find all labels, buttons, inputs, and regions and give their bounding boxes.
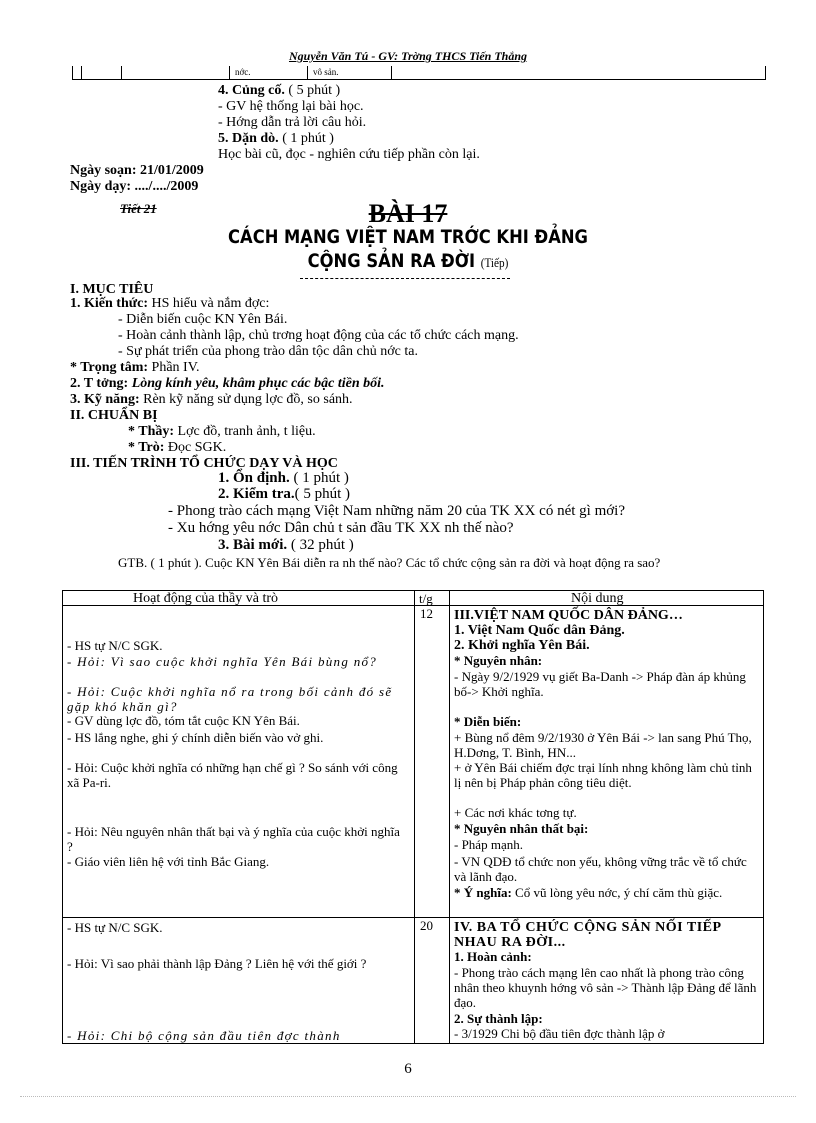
row1-left-1: - HS tự N/C SGK. — [67, 638, 163, 653]
ky-nang-line — [70, 393, 353, 408]
kien-thuc-item-1: - Diễn biến cuộc KN Yên Bái. — [118, 312, 288, 327]
bai-moi-label: 3. Bài mới. — [218, 537, 288, 553]
tu-tuong-line — [70, 377, 385, 392]
bai-moi-time: ( 32 phút ) — [287, 537, 354, 553]
tu-tuong-label: 2. T tởng: — [70, 376, 129, 391]
trong-tam-line — [70, 361, 200, 376]
row1-left-3: - Hỏi: Cuộc khởi nghĩa nổ ra trong bối cảnh đó sẽ gặp khó khăn gì? — [67, 684, 393, 714]
hoan-canh-text: - Phong trào cách mạng lên cao nhất là phong trào công nhân theo khuynh hớng vô sản -> Thành lập Đảng để lãnh đạo. — [454, 965, 757, 1010]
tiep-label: (Tiếp) — [480, 255, 509, 270]
dien-bien-label: * Diễn biến: — [454, 714, 522, 729]
kien-thuc-text: HS hiểu và nắm đợc: — [148, 296, 270, 311]
page-header: Nguyễn Văn Tú - GV: Trờng THCS Tiến Thắng — [288, 49, 528, 63]
muc-tieu-heading: I. MỤC TIÊU — [70, 282, 154, 297]
tiet-label: Tiết 21 — [120, 201, 157, 216]
su-thanh-lap-label: 2. Sự thành lập: — [454, 1011, 543, 1026]
on-dinh-time: ( 1 phút ) — [289, 470, 349, 486]
thay-line — [128, 425, 316, 440]
chuan-bi-heading: II. CHUẨN BỊ — [70, 408, 158, 423]
header-tg: t/g — [419, 591, 433, 606]
row1-right-sub1: 1. Việt Nam Quốc dân Đảng. — [454, 623, 625, 638]
tro-line — [128, 441, 226, 456]
row2-right-heading: IV. BA TỔ CHỨC CỘNG SẢN NỐI TIẾP NHAU RA ĐỜI... — [454, 920, 721, 950]
question-2: - Xu hớng yêu nớc Dân chủ t sản đầu TK XX nh thế nào? — [168, 520, 514, 536]
dien-bien-2: + ở Yên Bái chiếm đợc trại lính nhng không làm chủ tỉnh lị nên bị Pháp phản công tiêu diệt. — [454, 760, 752, 790]
trong-tam-label: * Trọng tâm: — [70, 360, 149, 375]
row2-left-3: - Hỏi: Chi bộ cộng sản đầu tiên đợc thành — [67, 1028, 341, 1043]
row1-left-6: - Hỏi: Cuộc khởi nghĩa có những hạn chế gì ? So sánh với công xã Pa-ri. — [67, 760, 398, 790]
previous-table-strip — [72, 66, 766, 80]
dien-bien-3: + Các nơi khác tơng tự. — [454, 805, 577, 820]
header-noi-dung: Nội dung — [571, 591, 624, 606]
cung-co-item-2: - Hớng dẫn trả lời câu hỏi. — [218, 115, 367, 130]
dan-do-title: 5. Dặn dò. — [218, 131, 279, 146]
kien-thuc-label: 1. Kiến thức: — [70, 296, 149, 311]
that-bai-label: * Nguyên nhân thất bại: — [454, 821, 589, 836]
tu-tuong-text: Lòng kính yêu, khâm phục các bậc tiền bối. — [128, 376, 385, 391]
trong-tam-text: Phần IV. — [148, 360, 200, 375]
row2-left-2: - Hỏi: Vì sao phải thành lập Đảng ? Liên hệ với thế giới ? — [67, 956, 367, 971]
row1-left-8: - Giáo viên liên hệ với tỉnh Bắc Giang. — [67, 854, 270, 869]
row1-right-heading: III.VIỆT NAM QUỐC DÂN ĐẢNG… — [454, 608, 683, 623]
on-dinh-line — [218, 471, 349, 487]
row1-tg: 12 — [420, 606, 433, 621]
question-1: - Phong trào cách mạng Việt Nam những năm 20 của TK XX có nét gì mới? — [168, 503, 626, 519]
cung-co-time: ( 5 phút ) — [284, 83, 341, 98]
y-nghia-line — [454, 885, 762, 900]
ngay-day: Ngày dạy: ..../..../2009 — [70, 179, 199, 194]
header-hoat-dong: Hoạt động của thầy và trò — [133, 591, 279, 606]
hoan-canh-label: 1. Hoàn cảnh: — [454, 949, 532, 964]
bai-text: BÀI 17 — [368, 199, 448, 228]
kiem-tra-label: 2. Kiểm tra. — [218, 486, 295, 502]
tro-label: * Trò: — [128, 440, 165, 455]
that-bai-1: - Pháp mạnh. — [454, 837, 523, 852]
ky-nang-label: 3. Kỹ năng: — [70, 392, 140, 407]
row2-left-1: - HS tự N/C SGK. — [67, 920, 163, 935]
on-dinh-label: 1. Ổn định. — [218, 470, 290, 486]
row1-left-7: - Hỏi: Nêu nguyên nhân thất bại và ý nghĩa của cuộc khởi nghĩa ? — [67, 824, 400, 854]
nguyen-nhan-label: * Nguyên nhân: — [454, 653, 543, 668]
row1-left-4: - GV dùng lợc đồ, tóm tắt cuộc KN Yên Bái. — [67, 713, 300, 728]
row1-left-5: - HS lắng nghe, ghi ý chính diễn biến vào vở ghi. — [67, 730, 324, 745]
cung-co-title: 4. Củng cố. — [218, 83, 285, 98]
row1-right-sub2: 2. Khởi nghĩa Yên Bái. — [454, 638, 590, 653]
lesson-table — [62, 590, 764, 1044]
page-number: 6 — [404, 1061, 412, 1077]
nguyen-nhan-text: - Ngày 9/2/1929 vụ giết Ba-Danh -> Pháp đàn áp khủng bố-> Khởi nghĩa. — [454, 669, 746, 699]
kien-thuc-item-3: - Sự phát triển của phong trào dân tộc dân chủ nớc ta. — [118, 344, 418, 359]
tro-text: Đọc SGK. — [164, 440, 227, 455]
su-thanh-lap-text: - 3/1929 Chi bộ đầu tiên đợc thành lập ở — [454, 1026, 665, 1041]
lesson-title-line-2 — [57, 252, 759, 272]
cung-co-item-1: - GV hệ thống lại bài học. — [218, 99, 364, 114]
dan-do-text: Học bài cũ, đọc - nghiên cứu tiếp phần còn lại. — [218, 147, 480, 162]
tien-trinh-heading: III. TIẾN TRÌNH TỔ CHỨC DẠY VÀ HỌC — [70, 456, 338, 471]
gtb-paragraph: GTB. ( 1 phút ). Cuộc KN Yên Bái diễn ra nh thế nào? Các tổ chức cộng sản ra đời và hoạt động ra sao? — [118, 555, 661, 570]
kien-thuc-line — [70, 297, 269, 312]
lesson-title-line-2-text: CỘNG SẢN RA ĐỜI — [307, 250, 476, 272]
bai-moi-line — [218, 538, 354, 554]
kiem-tra-line — [218, 487, 350, 503]
that-bai-2: - VN QDĐ tổ chức non yếu, không vững trắc về tổ chức và lãnh đạo. — [454, 854, 747, 884]
kien-thuc-item-2: - Hoàn cảnh thành lập, chủ trơng hoạt động của các tổ chức cách mạng. — [118, 328, 519, 343]
row2-tg: 20 — [420, 918, 433, 933]
bai-number — [0, 200, 816, 227]
dan-do-line — [218, 132, 334, 147]
strip-cell-2: vô sản. — [313, 67, 339, 77]
ngay-soan: Ngày soạn: 21/01/2009 — [70, 163, 204, 178]
dan-do-time: ( 1 phút ) — [278, 131, 334, 146]
bottom-rule — [20, 1096, 796, 1097]
title-rule — [300, 278, 510, 279]
cung-co-line — [218, 84, 340, 99]
ky-nang-text: Rèn kỹ năng sử dụng lợc đồ, so sánh. — [139, 392, 353, 407]
thay-label: * Thầy: — [128, 424, 175, 439]
y-nghia-text: Cổ vũ lòng yêu nớc, ý chí căm thù giặc. — [511, 885, 723, 900]
row1-left-2: - Hỏi: Vì sao cuộc khởi nghĩa Yên Bái bùng nổ? — [67, 654, 378, 669]
y-nghia-label: * Ý nghĩa: — [454, 885, 512, 900]
kiem-tra-time: ( 5 phút ) — [294, 486, 351, 502]
dien-bien-1: + Bùng nổ đêm 9/2/1930 ở Yên Bái -> lan sang Phú Thọ, H.Dơng, T. Bình, HN... — [454, 730, 752, 760]
strip-cell-1: nớc. — [235, 67, 251, 77]
lesson-title-line-1: CÁCH MẠNG VIỆT NAM TRỚC KHI ĐẢNG — [228, 226, 588, 248]
thay-text: Lợc đồ, tranh ảnh, t liệu. — [174, 424, 316, 439]
